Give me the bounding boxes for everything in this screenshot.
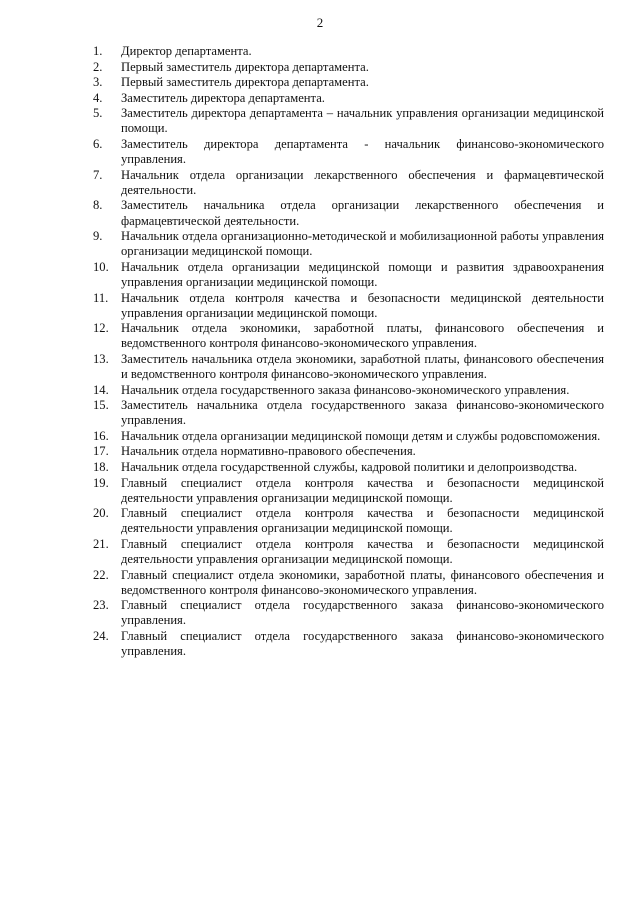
list-item <box>93 506 604 536</box>
list-item-number: 11. <box>93 290 109 305</box>
list-item <box>93 168 604 198</box>
list-item-text: Главный специалист отдела контроля качества и безопасности медицинской деятельности управления организации медицинской помощи. <box>121 506 604 536</box>
list-item-number: 7. <box>93 167 103 182</box>
list-item <box>93 229 604 259</box>
list-item-number: 23. <box>93 598 109 613</box>
list-item-text: Заместитель начальника отдела экономики, заработной платы, финансового обеспечения и ведомственного контроля финансово-экономического управления. <box>121 351 604 381</box>
list-item <box>93 568 604 598</box>
list-item-text: Заместитель начальника отдела организации лекарственного обеспечения и фармацевтической деятельности. <box>121 198 604 228</box>
list-item-text: Начальник отдела государственного заказа финансово-экономического управления. <box>121 382 570 397</box>
list-item-number: 19. <box>93 475 109 490</box>
list-item-number: 22. <box>93 567 109 582</box>
list-item-text: Главный специалист отдела государственного заказа финансово-экономического управления. <box>121 598 604 628</box>
list-item-number: 6. <box>93 137 103 152</box>
list-item-number: 10. <box>93 259 109 274</box>
list-item <box>93 598 604 628</box>
list-item-text: Начальник отдела экономики, заработной платы, финансового обеспечения и ведомственного контроля финансово-экономического управления. <box>121 321 604 351</box>
list-item-number: 24. <box>93 629 109 644</box>
list-item-text: Начальник отдела нормативно-правового обеспечения. <box>121 444 416 459</box>
list-item-text: Заместитель директора департамента – начальник управления организации медицинской помощи. <box>121 106 604 136</box>
list-item-text: Главный специалист отдела контроля качества и безопасности медицинской деятельности управления организации медицинской помощи. <box>121 537 604 567</box>
list-item-number: 4. <box>93 90 103 105</box>
list-item-text: Заместитель директора департамента - начальник финансово-экономического управления. <box>121 137 604 167</box>
list-item <box>93 429 604 444</box>
list-item <box>93 44 604 59</box>
list-item <box>93 60 604 75</box>
list-item-text: Начальник отдела организационно-методической и мобилизационной работы управления организации медицинской помощи. <box>121 229 604 259</box>
list-item-number: 20. <box>93 506 109 521</box>
list-item-number: 21. <box>93 537 109 551</box>
list-item <box>93 198 604 228</box>
list-item <box>93 537 604 567</box>
list-item <box>93 75 604 90</box>
list-item-text: Директор департамента. <box>121 44 252 58</box>
list-item-number: 1. <box>93 44 103 58</box>
list-item-text: Главный специалист отдела государственного заказа финансово-экономического управления. <box>121 629 604 659</box>
list-item-text: Главный специалист отдела экономики, заработной платы, финансового обеспечения и ведомственного контроля финансово-экономического управления. <box>121 567 604 597</box>
list-item <box>93 476 604 506</box>
list-item-number: 5. <box>93 106 103 121</box>
list-item-text: Начальник отдела организации медицинской помощи детям и службы родовспоможения. <box>121 428 601 443</box>
list-item-text: Начальник отдела организации медицинской помощи и развития здравоохранения управления организации медицинской помощи. <box>121 259 604 289</box>
list-item <box>93 629 604 659</box>
list-item-text: Первый заместитель директора департамента. <box>121 75 369 90</box>
list-item <box>93 291 604 321</box>
list-item-number: 2. <box>93 59 103 74</box>
position-list <box>93 44 604 660</box>
list-item-text: Заместитель начальника отдела государственного заказа финансово-экономического управления. <box>121 398 604 428</box>
list-item-number: 12. <box>93 321 109 336</box>
list-item-number: 14. <box>93 382 109 397</box>
list-item <box>93 444 604 459</box>
list-item-number: 13. <box>93 351 109 366</box>
list-item-text: Начальник отдела организации лекарственного обеспечения и фармацевтической деятельности. <box>121 167 604 197</box>
list-item-text: Первый заместитель директора департамента. <box>121 59 369 74</box>
list-item <box>93 106 604 136</box>
page-number: 2 <box>316 15 324 30</box>
list-item <box>93 383 604 398</box>
list-item <box>93 137 604 167</box>
list-item-number: 8. <box>93 198 103 213</box>
list-item <box>93 91 604 106</box>
list-item <box>93 321 604 351</box>
list-item-text: Заместитель директора департамента. <box>121 90 325 105</box>
list-item-number: 17. <box>93 444 109 459</box>
list-item <box>93 398 604 428</box>
list-item <box>93 460 604 475</box>
list-item-text: Начальник отдела контроля качества и безопасности медицинской деятельности управления организации медицинской помощи. <box>121 290 604 320</box>
list-item-number: 16. <box>93 428 109 443</box>
list-item-text: Начальник отдела государственной службы, кадровой политики и делопроизводства. <box>121 460 578 475</box>
list-item-number: 15. <box>93 398 109 413</box>
list-item-number: 3. <box>93 75 103 90</box>
list-item-number: 18. <box>93 460 109 475</box>
list-item-text: Главный специалист отдела контроля качества и безопасности медицинской деятельности управления организации медицинской помощи. <box>121 475 604 505</box>
list-item <box>93 352 604 382</box>
list-item <box>93 260 604 290</box>
list-item-number: 9. <box>93 229 103 244</box>
